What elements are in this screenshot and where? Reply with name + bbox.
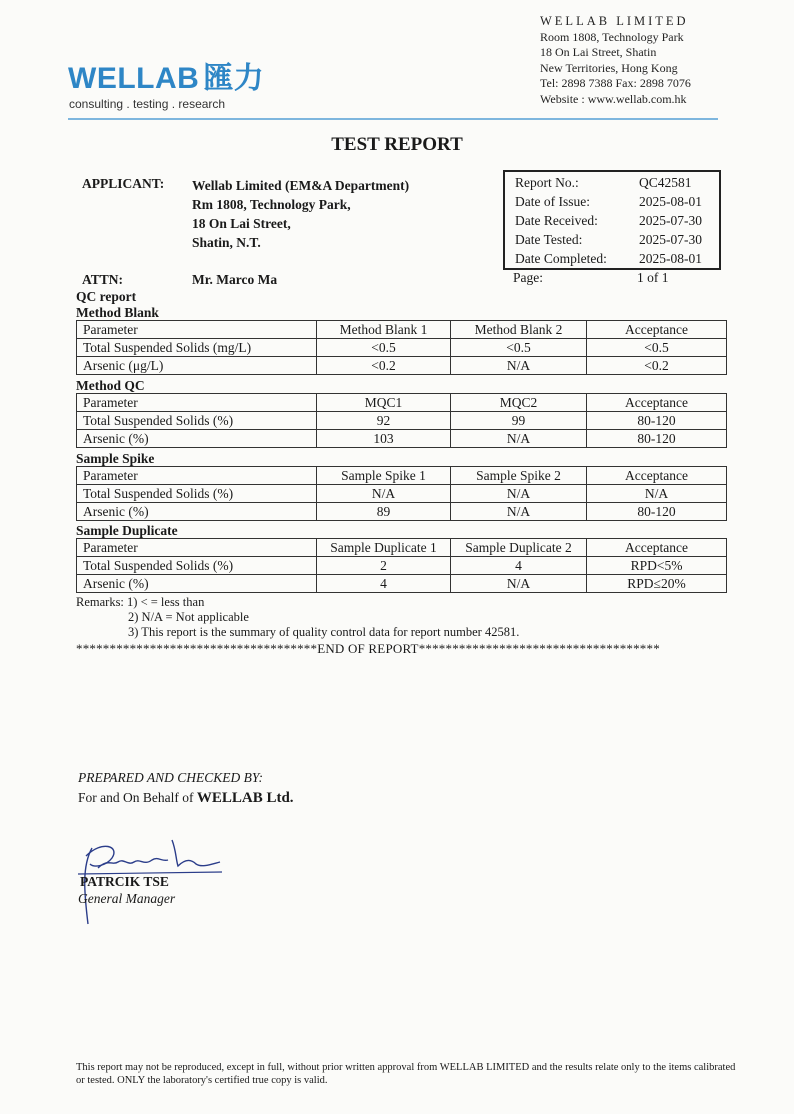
applicant-line: 18 On Lai Street, bbox=[192, 216, 291, 231]
table-cell: 4 bbox=[317, 575, 451, 593]
address-line: New Territories, Hong Kong bbox=[540, 60, 678, 75]
table-cell: RPD<5% bbox=[587, 557, 727, 575]
info-label: Date Received: bbox=[515, 213, 598, 228]
table-cell: N/A bbox=[587, 485, 727, 503]
logo-chinese-text: 匯力 bbox=[203, 62, 265, 95]
sample-duplicate-table bbox=[76, 538, 727, 593]
prepared-by-label: PREPARED AND CHECKED BY: bbox=[78, 770, 263, 785]
table-cell: N/A bbox=[451, 575, 587, 593]
table-cell: Acceptance bbox=[587, 467, 727, 485]
behalf-company: WELLAB Ltd. bbox=[196, 790, 294, 806]
table-cell: 2 bbox=[317, 557, 451, 575]
table-cell: 4 bbox=[451, 557, 587, 575]
table-header-row bbox=[77, 467, 727, 485]
section-title-sample-duplicate: Sample Duplicate bbox=[76, 523, 178, 538]
table-cell: Arsenic (%) bbox=[77, 575, 317, 593]
tel-fax: Tel: 2898 7388 Fax: 2898 7076 bbox=[540, 76, 691, 90]
info-row-date-received bbox=[515, 213, 702, 229]
page-label: Page: bbox=[513, 270, 543, 285]
page-value: 1 of 1 bbox=[637, 270, 669, 285]
table-header-row bbox=[77, 321, 727, 339]
sample-spike-table bbox=[76, 466, 727, 521]
info-row-date-completed bbox=[515, 251, 702, 267]
table-row bbox=[77, 575, 727, 593]
table-cell: Method Blank 1 bbox=[317, 321, 451, 339]
table-header-row bbox=[77, 394, 727, 412]
end-of-report-line: ************************************END OF REPORT************************************ bbox=[76, 641, 660, 656]
table-row bbox=[77, 485, 727, 503]
signatory-role: General Manager bbox=[78, 891, 176, 906]
attn-label: ATTN: bbox=[82, 272, 124, 287]
table-cell: Sample Duplicate 1 bbox=[317, 539, 451, 557]
table-cell: <0.5 bbox=[451, 339, 587, 357]
table-cell: RPD≤20% bbox=[587, 575, 727, 593]
info-label: Date Completed: bbox=[515, 251, 607, 266]
table-row bbox=[77, 503, 727, 521]
table-header-row bbox=[77, 539, 727, 557]
remarks bbox=[76, 595, 519, 640]
table-cell: MQC1 bbox=[317, 394, 451, 412]
table-cell: Acceptance bbox=[587, 394, 727, 412]
info-row-date-of-issue bbox=[515, 194, 702, 210]
applicant-address bbox=[192, 176, 409, 252]
table-cell: <0.2 bbox=[587, 357, 727, 375]
section-title-method-qc: Method QC bbox=[76, 378, 145, 393]
table-cell: N/A bbox=[451, 503, 587, 521]
table-row bbox=[77, 430, 727, 448]
on-behalf-line bbox=[78, 790, 294, 807]
report-title: TEST REPORT bbox=[331, 134, 463, 155]
table-cell: Sample Spike 1 bbox=[317, 467, 451, 485]
footer-disclaimer: This report may not be reproduced, except in full, without prior written approval from WELLAB LIMITED and the results relate only to the items calibrated or tested. ONLY the laboratory's certified true copy is valid. bbox=[76, 1062, 736, 1086]
method-blank-table bbox=[76, 320, 727, 375]
signatory-name: PATRCIK TSE bbox=[80, 874, 169, 889]
section-title-method-blank: Method Blank bbox=[76, 305, 159, 320]
info-label: Date of Issue: bbox=[515, 194, 590, 209]
logo-text: WELLAB bbox=[68, 62, 200, 95]
table-cell: Method Blank 2 bbox=[451, 321, 587, 339]
applicant-line: Rm 1808, Technology Park, bbox=[192, 197, 351, 212]
info-row-report-no bbox=[515, 175, 692, 191]
table-cell: Arsenic (μg/L) bbox=[77, 357, 317, 375]
company-name: WELLAB LIMITED bbox=[540, 14, 689, 28]
table-row bbox=[77, 357, 727, 375]
company-tagline: consulting . testing . research bbox=[69, 97, 226, 111]
remark-line: Remarks: 1) < = less than bbox=[76, 595, 205, 609]
method-qc-table bbox=[76, 393, 727, 448]
table-cell: 80-120 bbox=[587, 503, 727, 521]
table-cell: Total Suspended Solids (%) bbox=[77, 485, 317, 503]
qc-report-title: QC report bbox=[76, 289, 137, 304]
table-cell: Sample Spike 2 bbox=[451, 467, 587, 485]
table-cell: Parameter bbox=[77, 539, 317, 557]
table-cell: <0.2 bbox=[317, 357, 451, 375]
table-cell: Parameter bbox=[77, 394, 317, 412]
info-label: Report No.: bbox=[515, 175, 579, 190]
table-cell: Acceptance bbox=[587, 539, 727, 557]
applicant-line: Wellab Limited (EM&A Department) bbox=[192, 178, 410, 193]
table-cell: Sample Duplicate 2 bbox=[451, 539, 587, 557]
address-line: Room 1808, Technology Park bbox=[540, 29, 684, 44]
table-cell: 99 bbox=[451, 412, 587, 430]
info-value: 2025-07-30 bbox=[639, 213, 702, 228]
behalf-prefix: For and On Behalf of bbox=[78, 790, 194, 805]
table-cell: Parameter bbox=[77, 467, 317, 485]
remark-line: 3) This report is the summary of quality control data for report number 42581. bbox=[128, 625, 520, 639]
table-cell: Arsenic (%) bbox=[77, 430, 317, 448]
table-cell: Total Suspended Solids (mg/L) bbox=[77, 339, 317, 357]
table-cell: N/A bbox=[317, 485, 451, 503]
applicant-label: APPLICANT: bbox=[82, 176, 165, 191]
table-cell: N/A bbox=[451, 357, 587, 375]
table-cell: 92 bbox=[317, 412, 451, 430]
table-row bbox=[77, 412, 727, 430]
table-cell: N/A bbox=[451, 485, 587, 503]
header-divider bbox=[68, 118, 718, 120]
table-cell: <0.5 bbox=[317, 339, 451, 357]
table-cell: Total Suspended Solids (%) bbox=[77, 557, 317, 575]
table-cell: 80-120 bbox=[587, 430, 727, 448]
info-value: QC42581 bbox=[639, 175, 692, 190]
section-title-sample-spike: Sample Spike bbox=[76, 451, 155, 466]
info-label: Date Tested: bbox=[515, 232, 583, 247]
table-cell: N/A bbox=[451, 430, 587, 448]
address-line: 18 On Lai Street, Shatin bbox=[540, 45, 657, 59]
table-cell: 103 bbox=[317, 430, 451, 448]
info-value: 2025-07-30 bbox=[639, 232, 702, 247]
table-cell: 89 bbox=[317, 503, 451, 521]
applicant-line: Shatin, N.T. bbox=[192, 235, 261, 250]
report-info-box bbox=[503, 170, 721, 270]
table-row bbox=[77, 339, 727, 357]
attn-value: Mr. Marco Ma bbox=[192, 272, 278, 287]
table-cell: Total Suspended Solids (%) bbox=[77, 412, 317, 430]
company-address-block bbox=[540, 14, 691, 107]
info-row-date-tested bbox=[515, 232, 702, 248]
website: Website : www.wellab.com.hk bbox=[540, 91, 687, 106]
table-cell: Arsenic (%) bbox=[77, 503, 317, 521]
table-cell: 80-120 bbox=[587, 412, 727, 430]
table-cell: Parameter bbox=[77, 321, 317, 339]
table-cell: MQC2 bbox=[451, 394, 587, 412]
info-value: 2025-08-01 bbox=[639, 194, 702, 209]
table-cell: <0.5 bbox=[587, 339, 727, 357]
table-cell: Acceptance bbox=[587, 321, 727, 339]
table-row bbox=[77, 557, 727, 575]
info-value: 2025-08-01 bbox=[639, 251, 702, 266]
company-logo bbox=[68, 64, 264, 94]
remark-line: 2) N/A = Not applicable bbox=[128, 610, 249, 624]
